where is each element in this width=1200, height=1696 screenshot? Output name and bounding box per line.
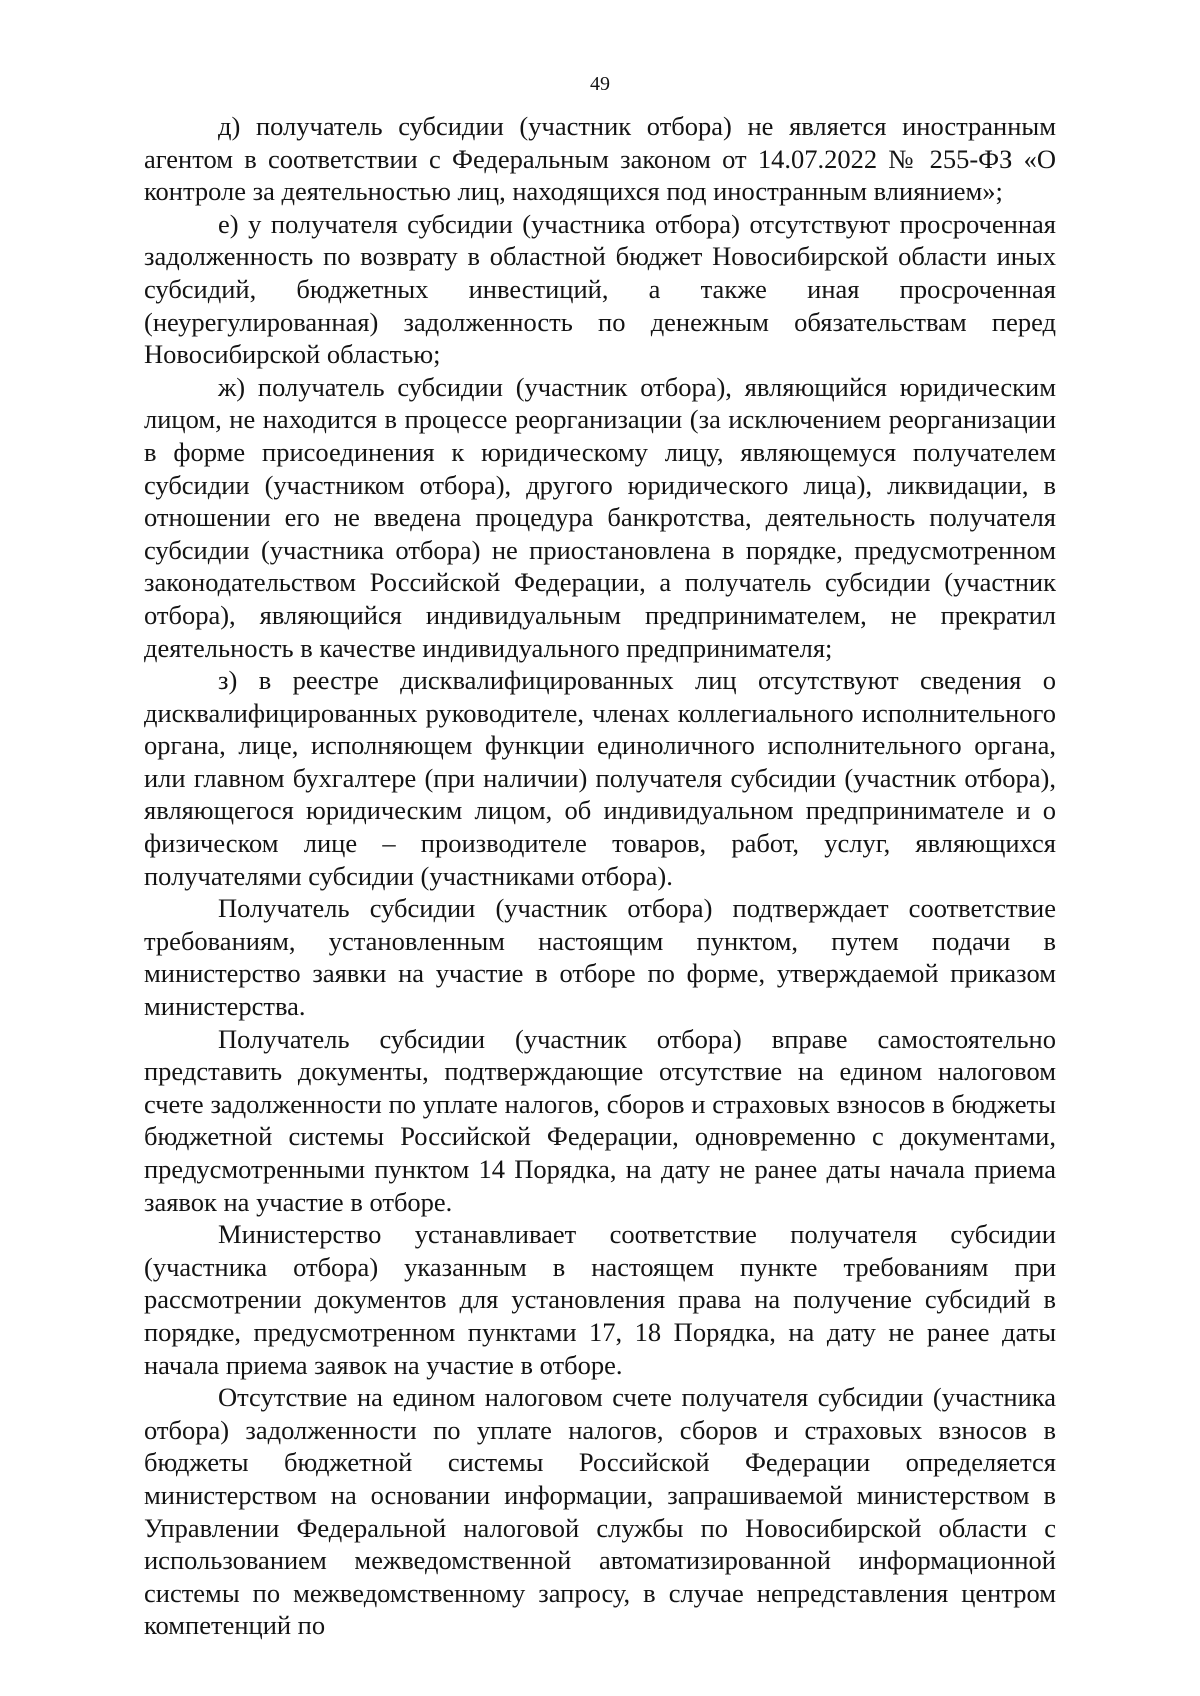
paragraph-optional-documents: Получатель субсидии (участник отбора) вправе самостоятельно представить документы, подтверждающие отсутствие на едином налоговом счете задолженности по уплате налогов, сборов и страховых взносов в бюджеты бюджетной системы Российской Федерации, одновременно с документами, предусмотренными пунктом 14 Порядка, на дату не ранее даты начала приема заявок на участие в отборе. xyxy=(144,1023,1056,1217)
paragraph-ministry-verification: Министерство устанавливает соответствие получателя субсидии (участника отбора) указанным в настоящем пункте требованиям при рассмотрении документов для установления права на получение субсидий в порядке, предусмотренном пунктами 17, 18 Порядка, на дату не ранее даты начала приема заявок на участие в отборе. xyxy=(144,1219,1056,1380)
paragraph-compliance-confirmation: Получатель субсидии (участник отбора) подтверждает соответствие требованиям, установленным настоящим пунктом, путем подачи в министерство заявки на участие в отборе по форме, утверждаемой приказом министерства. xyxy=(144,893,1056,1022)
page-number: 49 xyxy=(590,73,610,95)
paragraph-e-overdue-debt: е) у получателя субсидии (участника отбора) отсутствуют просроченная задолженность по возврату в областной бюджет Новосибирской области иных субсидий, бюджетных инвестиций, а также иная просроченная (неурегулированная) задолженность по денежным обязательствам перед Новосибирской областью; xyxy=(144,208,1056,370)
paragraph-d-foreign-agent: д) получатель субсидии (участник отбора) не является иностранным агентом в соответствии с Федеральным законом от 14.07.2022 № 255-ФЗ «О контроле за деятельностью лиц, находящихся под иностранным влиянием»; xyxy=(144,111,1056,207)
paragraph-zh-reorganization: ж) получатель субсидии (участник отбора), являющийся юридическим лицом, не находится в процессе реорганизации (за исключением реорганизации в форме присоединения к юридическому лицу, являющемуся получателем субсидии (участником отбора), другого юридического лица), ликвидации, в отношении его не введена процедура банкротства, деятельность получателя субсидии (участника отбора) не приостановлена в порядке, предусмотренном законодательством Российской Федерации, а получатель субсидии (участник отбора), являющийся индивидуальным предпринимателем, не прекратил деятельность в качестве индивидуального предпринимателя; xyxy=(144,371,1056,663)
paragraph-tax-debt-absence: Отсутствие на едином налоговом счете получателя субсидии (участника отбора) задолженности по уплате налогов, сборов и страховых взносов в бюджеты бюджетной системы Российской Федерации определяется министерством на основании информации, запрашиваемой министерством в Управлении Федеральной налоговой службы по Новосибирской области с использованием межведомственной автоматизированной информационной системы по межведомственному запросу, в случае непредставления центром компетенций по xyxy=(144,1382,1056,1641)
paragraph-z-disqualified-persons: з) в реестре дисквалифицированных лиц отсутствуют сведения о дисквалифицированных руководителе, членах коллегиального исполнительного органа, лице, исполняющем функции единоличного исполнительного органа, или главном бухгалтере (при наличии) получателя субсидии (участник отбора), являющегося юридическим лицом, об индивидуальном предпринимателе и о физическом лице – производителе товаров, работ, услуг, являющихся получателями субсидии (участниками отбора). xyxy=(144,665,1056,891)
document-body xyxy=(144,110,1056,1642)
